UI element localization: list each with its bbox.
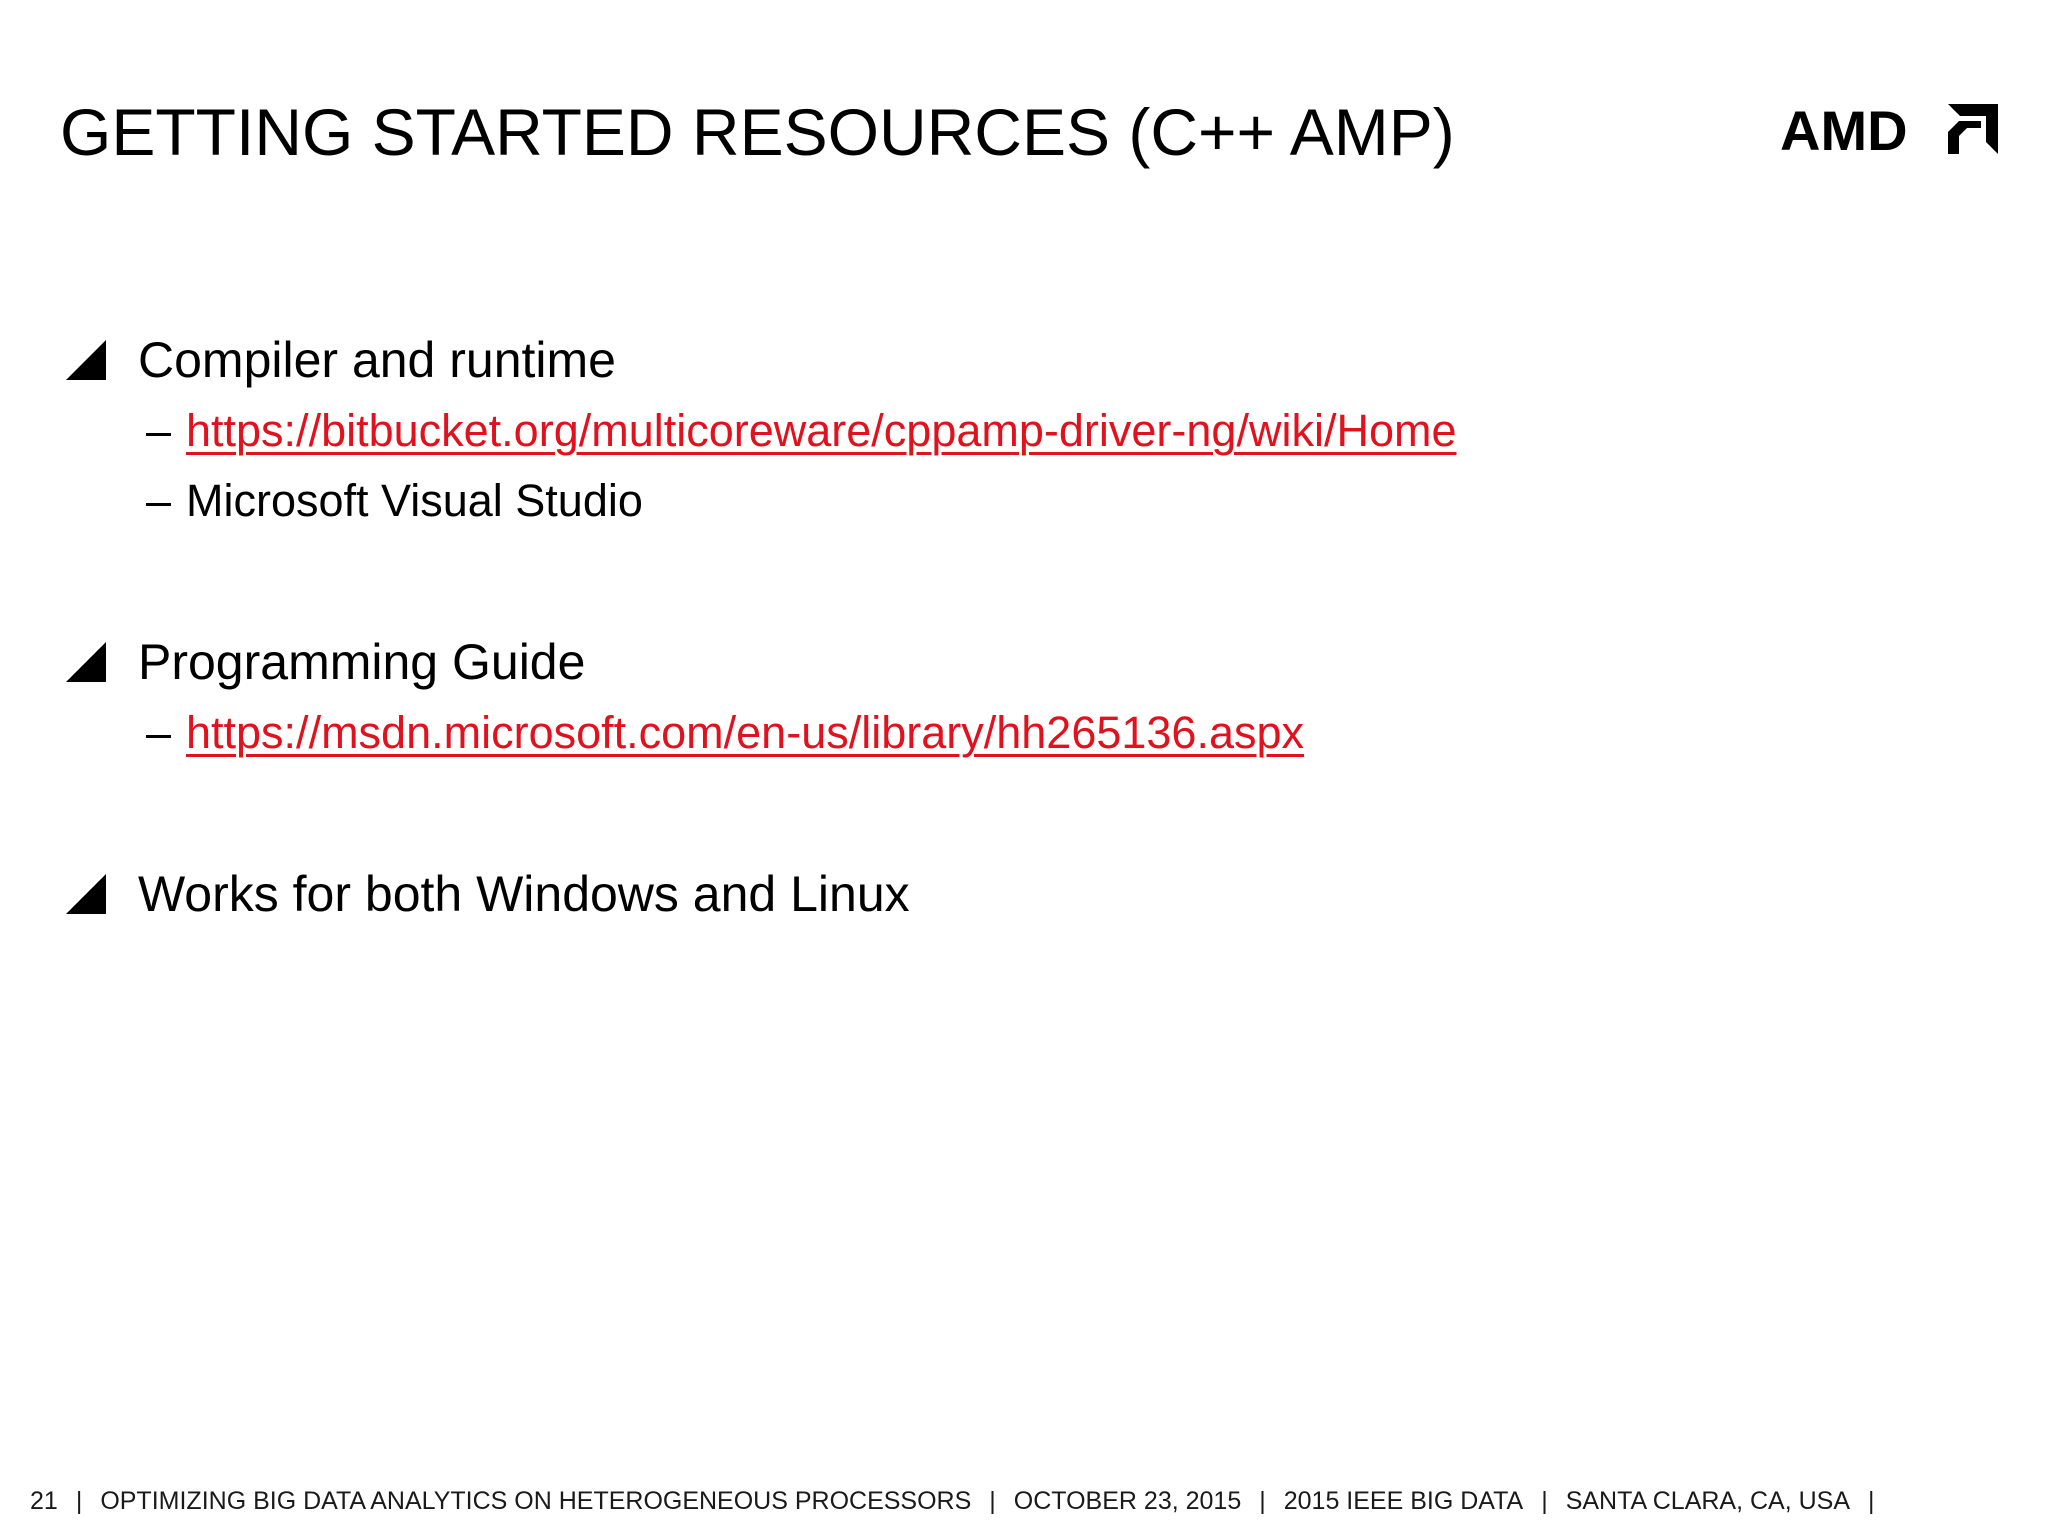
subitem-visual-studio <box>146 473 643 529</box>
slide-footer <box>30 1486 1893 1516</box>
page-number: 21 <box>30 1487 58 1515</box>
bullet-compiler-runtime <box>66 330 616 390</box>
dash-marker: – <box>146 475 172 526</box>
right-triangle-icon <box>66 874 106 914</box>
right-triangle-icon <box>66 642 106 682</box>
amd-logo <box>1780 100 2000 160</box>
bullet-label: Compiler and runtime <box>138 332 616 388</box>
footer-separator: | <box>75 1487 83 1515</box>
amd-arrow-icon <box>1948 104 1998 154</box>
footer-separator: | <box>989 1487 996 1515</box>
event-name: 2015 IEEE BIG DATA <box>1283 1487 1524 1515</box>
msdn-link[interactable]: https://msdn.microsoft.com/en-us/library/hh265136.aspx <box>186 707 1305 758</box>
dash-marker: – <box>146 405 172 456</box>
visual-studio-text: Microsoft Visual Studio <box>186 475 643 526</box>
footer-separator: | <box>1868 1487 1875 1515</box>
presentation-date: OCTOBER 23, 2015 <box>1013 1487 1242 1515</box>
subitem-bitbucket <box>146 403 1456 459</box>
bullet-programming-guide <box>66 632 585 692</box>
right-triangle-icon <box>66 340 106 380</box>
event-location: SANTA CLARA, CA, USA <box>1565 1487 1851 1515</box>
footer-separator: | <box>1541 1487 1548 1515</box>
subitem-msdn <box>146 705 1304 761</box>
amd-logo-text: AMD <box>1780 100 1908 160</box>
bullet-label: Works for both Windows and Linux <box>138 866 910 922</box>
bitbucket-link[interactable]: https://bitbucket.org/multicoreware/cppamp-driver-ng/wiki/Home <box>186 405 1457 456</box>
dash-marker: – <box>146 707 172 758</box>
bullet-label: Programming Guide <box>138 634 586 690</box>
bullet-windows-linux <box>66 864 910 924</box>
page-title: GETTING STARTED RESOURCES (C++ AMP) <box>60 95 1455 169</box>
footer-separator: | <box>1259 1487 1266 1515</box>
presentation-title: OPTIMIZING BIG DATA ANALYTICS ON HETEROGENEOUS PROCESSORS <box>100 1487 972 1515</box>
